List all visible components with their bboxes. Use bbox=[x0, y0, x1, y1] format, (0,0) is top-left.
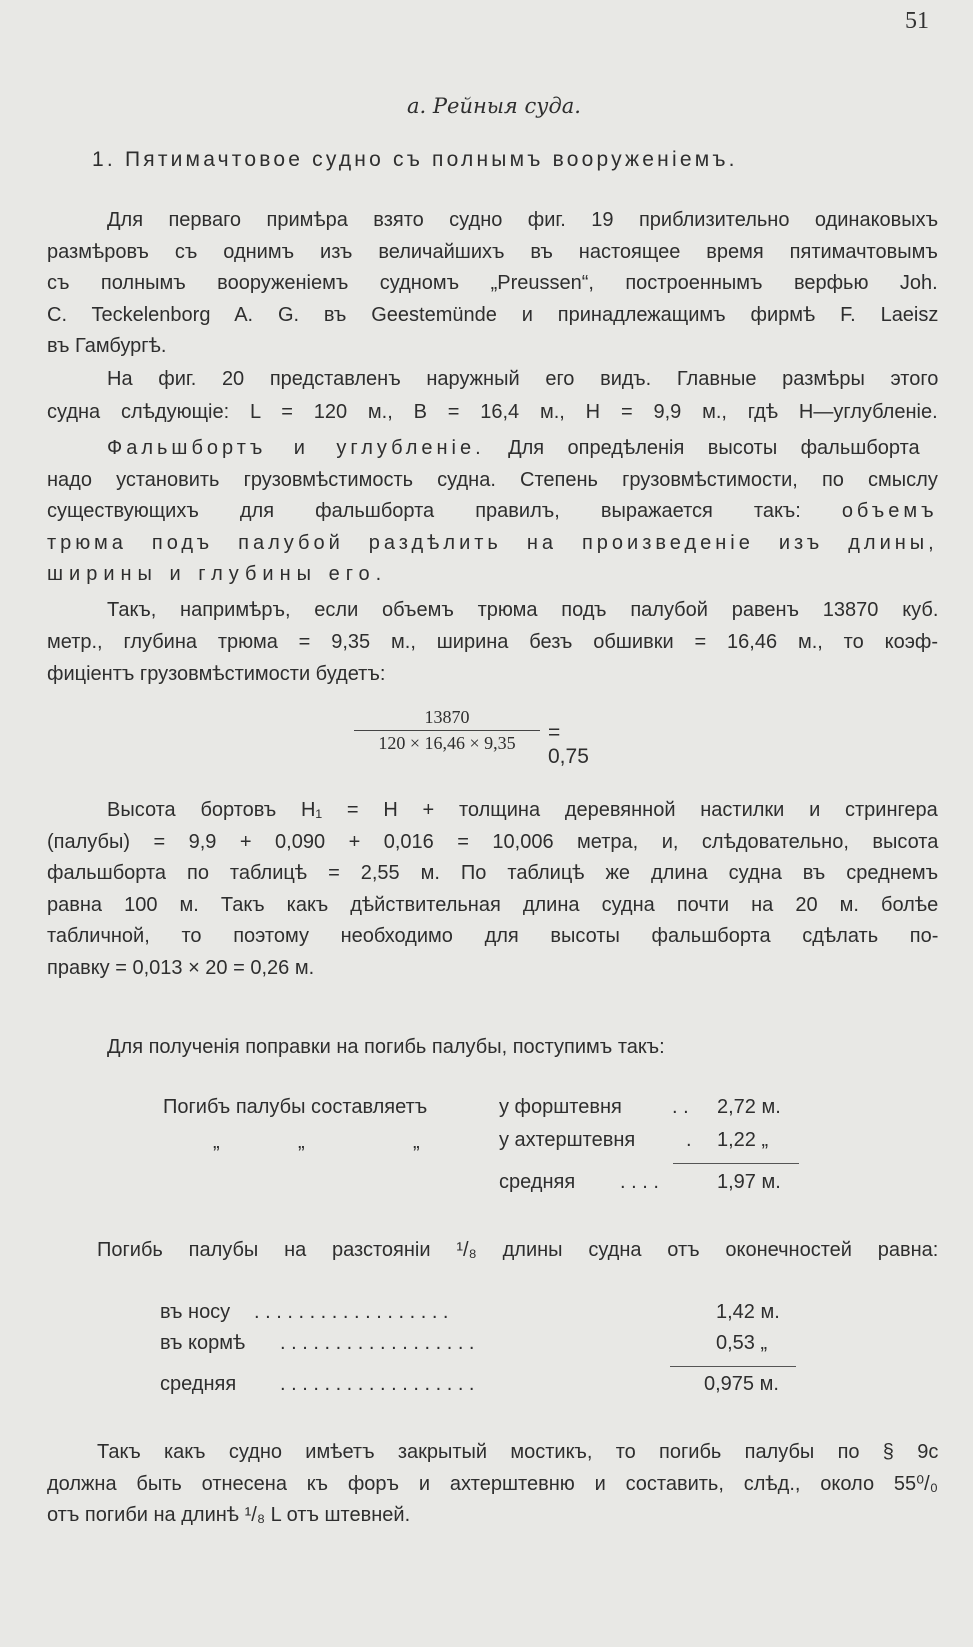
text-line: Высота бортовъ H₁ = H + толщина деревянной настилки и стрингера bbox=[107, 799, 938, 821]
paragraph-1 bbox=[47, 205, 938, 363]
paragraph-7 bbox=[47, 1235, 938, 1267]
ditto-mark: „ bbox=[298, 1131, 305, 1153]
table-row-value: 1,97 м. bbox=[717, 1171, 781, 1193]
text-line: Такъ какъ судно имѣетъ закрытый мостикъ, то погибь палубы по § 9c bbox=[97, 1441, 939, 1463]
chapter-heading: a. Рейныя суда. bbox=[407, 94, 581, 118]
text-line: табличной, то поэтому необходимо для высоты фальшборта сдѣлать по- bbox=[47, 925, 939, 947]
paragraph-4 bbox=[47, 594, 938, 690]
paragraph-2 bbox=[47, 363, 938, 429]
paragraph-3 bbox=[47, 433, 938, 591]
text-line: существующихъ для фальшборта правилъ, выражается такъ: объемъ bbox=[47, 500, 938, 522]
text-line: ширины и глубины его. bbox=[47, 563, 388, 585]
paragraph-6 bbox=[47, 1032, 938, 1064]
table-row-value: 1,22 „ bbox=[717, 1129, 769, 1151]
text-line: въ Гамбургѣ. bbox=[47, 335, 167, 357]
text-line: C. Teckelenborg A. G. въ Geestemünde и принадлежащимъ фирмѣ F. Laeisz bbox=[47, 303, 939, 326]
text-line: метр., глубина трюма = 9,35 м., ширина безъ обшивки = 16,46 м., то коэф- bbox=[47, 631, 939, 653]
sum-rule bbox=[673, 1163, 799, 1164]
text-line: надо установить грузовмѣстимость судна. Степень грузовмѣстимости, по смыслу bbox=[47, 468, 938, 491]
paragraph-8 bbox=[47, 1437, 938, 1532]
table-row-place: у форштевня bbox=[499, 1096, 622, 1118]
table-label: Погибъ палубы составляетъ bbox=[163, 1096, 428, 1118]
ditto-mark: „ bbox=[213, 1131, 220, 1153]
leader-dots: . . . . bbox=[620, 1171, 659, 1193]
text-line: трюма подъ палубой раздѣлить на произведеніе изъ длины, bbox=[47, 531, 938, 554]
table-row-value: 1,42 м. bbox=[716, 1301, 780, 1323]
text-line: Погибь палубы на разстояніи ¹/₈ длины судна отъ оконечностей равна: bbox=[97, 1239, 939, 1261]
table-row-place: въ кормѣ bbox=[160, 1332, 246, 1354]
text-line: На фиг. 20 представленъ наружный его видъ. Главные размѣры этого bbox=[107, 368, 939, 390]
leader-dots: . . bbox=[672, 1096, 689, 1118]
ditto-mark: „ bbox=[413, 1131, 420, 1153]
text-line: равна 100 м. Такъ какъ дѣйствительная длина судна почти на 20 м. болѣе bbox=[47, 893, 939, 916]
fraction-denominator: 120 × 16,46 × 9,35 bbox=[378, 733, 516, 753]
text-line: фиціентъ грузовмѣстимости будетъ: bbox=[47, 663, 386, 685]
text-line: отъ погиби на длинѣ ¹/₈ L отъ штевней. bbox=[47, 1504, 411, 1526]
text-line: Фальшбортъ и углубленіе. Для опредѣленія высоты фальшборта bbox=[107, 437, 920, 459]
sum-rule bbox=[670, 1366, 796, 1367]
section-title: 1. Пятимачтовое судно съ полнымъ вооруженіемъ. bbox=[92, 148, 738, 171]
text-line: съ полнымъ вооруженіемъ судномъ „Preussen“, построеннымъ верфью Joh. bbox=[47, 272, 938, 294]
text-line: (палубы) = 9,9 + 0,090 + 0,016 = 10,006 метра, и, слѣдовательно, высота bbox=[47, 830, 939, 853]
table-row-value: 0,53 „ bbox=[716, 1332, 768, 1354]
text-line: Такъ, напримѣръ, если объемъ трюма подъ палубой равенъ 13870 куб. bbox=[107, 599, 939, 621]
text-line: размѣровъ съ однимъ изъ величайшихъ въ настоящее время пятимачтовымъ bbox=[47, 240, 938, 263]
table-row-place: у ахтерштевня bbox=[499, 1129, 636, 1151]
text-line: правку = 0,013 × 20 = 0,26 м. bbox=[47, 956, 315, 979]
table-row-place: средняя bbox=[499, 1171, 576, 1193]
run-in-heading: Фальшбортъ и углубленіе. bbox=[107, 437, 485, 459]
text-line: должна быть отнесена къ форъ и ахтерштевню и составить, слѣд., около 55⁰/₀ bbox=[47, 1472, 939, 1495]
table-row-value: 0,975 м. bbox=[704, 1373, 779, 1395]
text-line: Для перваго примѣра взято судно фиг. 19 приблизительно одинаковыхъ bbox=[107, 209, 939, 231]
table-row-value: 2,72 м. bbox=[717, 1096, 781, 1118]
fraction-result: = 0,75 bbox=[548, 721, 589, 768]
page-number: 51 bbox=[905, 8, 929, 34]
leader-dots: . . . . . . . . . . . . . . . . . . bbox=[280, 1332, 475, 1354]
leader-dots: . . . . . . . . . . . . . . . . . . bbox=[254, 1301, 449, 1323]
paragraph-5 bbox=[47, 795, 938, 984]
table-row-place: средняя bbox=[160, 1373, 237, 1395]
text-line: судна слѣдующіе: L = 120 м., B = 16,4 м., H = 9,9 м., гдѣ H—углубленіе. bbox=[47, 401, 938, 423]
leader-dots: . . . . . . . . . . . . . . . . . . bbox=[280, 1373, 475, 1395]
table-row-place: въ носу bbox=[160, 1301, 231, 1323]
text-line: Для полученія поправки на погибь палубы, поступимъ такъ: bbox=[107, 1036, 665, 1058]
leader-dots: . bbox=[686, 1129, 692, 1151]
text-line: фальшборта по таблицѣ = 2,55 м. По таблицѣ же длина судна въ среднемъ bbox=[47, 862, 939, 884]
fraction-formula bbox=[354, 707, 589, 768]
fraction-numerator: 13870 bbox=[354, 707, 540, 731]
